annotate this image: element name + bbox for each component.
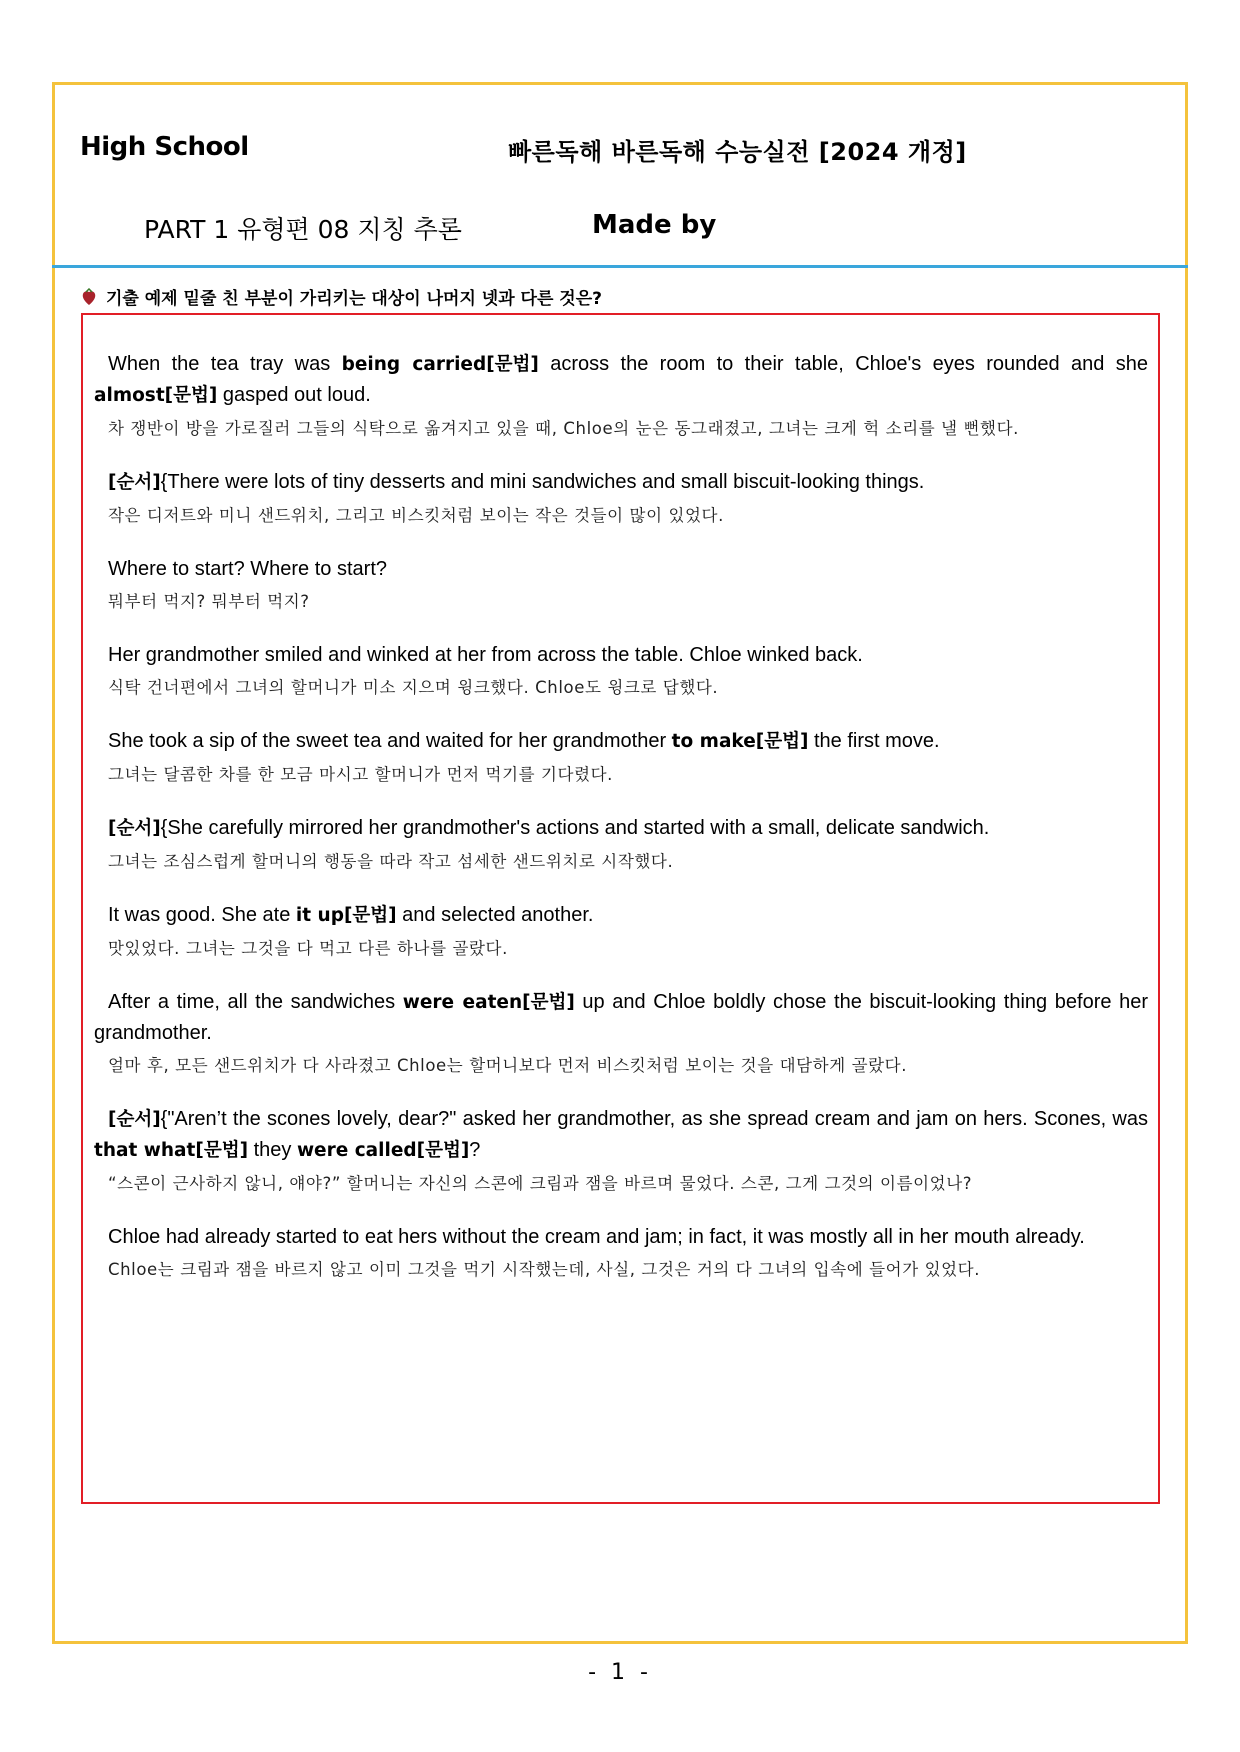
sentence-text: up and Chloe boldly chose the biscuit-looking thing before her grandmother.: [94, 991, 1148, 1044]
page-number: - 1 -: [588, 1660, 652, 1685]
korean-translation: 식탁 건너편에서 그녀의 할머니가 미소 지으며 윙크했다. Chloe도 윙크로 답했다.: [108, 678, 719, 697]
passage-paragraph: [94, 349, 1148, 443]
sentence-text: {She carefully mirrored her grandmother's actions and started with a small, delicate sandwich.: [160, 817, 990, 839]
question-heading: [82, 284, 602, 309]
korean-translation: 차 쟁반이 방을 가로질러 그들의 식탁으로 옮겨지고 있을 때, Chloe의 눈은 동그래졌고, 그녀는 크게 헉 소리를 낼 뻔했다.: [108, 419, 1019, 438]
passage-paragraph: [94, 467, 1148, 530]
sentence-text: When the tea tray was: [108, 353, 342, 375]
english-sentence: [94, 349, 1148, 411]
korean-translation: 뭐부터 먹지? 뭐부터 먹지?: [108, 592, 310, 611]
english-sentence: [94, 1104, 1148, 1166]
grammar-marker: [순서]: [108, 472, 161, 493]
sentence-text: After a time, all the sandwiches: [108, 991, 403, 1013]
sentence-text: Where to start? Where to start?: [108, 558, 387, 580]
english-sentence: [94, 554, 1148, 584]
korean-translation: 맛있었다. 그녀는 그것을 다 먹고 다른 하나를 골랐다.: [108, 939, 508, 958]
sentence-text: {"Aren’t the scones lovely, dear?" asked her grandmother, as she spread cream and jam on hers. Scones, was: [160, 1108, 1148, 1130]
strawberry-bullet-icon: [82, 288, 96, 306]
korean-translation: 그녀는 달콤한 차를 한 모금 마시고 할머니가 먼저 먹기를 기다렸다.: [108, 765, 614, 784]
sentence-text: ?: [469, 1139, 481, 1161]
passage-paragraph: [94, 900, 1148, 963]
grammar-marker: [순서]: [108, 1109, 161, 1130]
english-sentence: [94, 900, 1148, 931]
sentence-text: they: [248, 1139, 297, 1161]
passage-paragraph: [94, 1104, 1148, 1198]
sentence-text: It was good. She ate: [108, 904, 296, 926]
korean-translation: 얼마 후, 모든 샌드위치가 다 사라졌고 Chloe는 할머니보다 먼저 비스킷처럼 보이는 것을 대담하게 골랐다.: [108, 1056, 908, 1075]
passage-box: [81, 313, 1160, 1504]
sentence-text: across the room to their table, Chloe's eyes rounded and she: [538, 353, 1149, 375]
book-title: 빠른독해 바른독해 수능실전 [2024 개정]: [508, 138, 967, 166]
sentence-text: She took a sip of the sweet tea and waited for her grandmother: [108, 730, 672, 752]
passage-paragraph: [94, 640, 1148, 702]
sentence-text: {There were lots of tiny desserts and mini sandwiches and small biscuit-looking things.: [160, 471, 925, 493]
sentence-text: gasped out loud.: [217, 384, 371, 406]
korean-translation: 작은 디저트와 미니 샌드위치, 그리고 비스킷처럼 보이는 작은 것들이 많이 있었다.: [108, 506, 724, 525]
school-level: High School: [80, 132, 249, 162]
korean-translation: 그녀는 조심스럽게 할머니의 행동을 따라 작고 섬세한 샌드위치로 시작했다.: [108, 852, 674, 871]
grammar-marker: were eaten[문법]: [402, 992, 575, 1013]
passage-paragraph: [94, 554, 1148, 616]
grammar-marker: were called[문법]: [296, 1140, 470, 1161]
sentence-text: Her grandmother smiled and winked at her from across the table. Chloe winked back.: [108, 644, 863, 666]
english-sentence: [94, 987, 1148, 1048]
grammar-marker: that what[문법]: [94, 1140, 249, 1161]
grammar-marker: almost[문법]: [94, 385, 218, 406]
grammar-marker: being carried[문법]: [341, 354, 539, 375]
passage-paragraph: [94, 987, 1148, 1080]
english-sentence: [94, 640, 1148, 670]
passage-paragraph: [94, 813, 1148, 876]
english-sentence: [94, 1222, 1148, 1252]
english-sentence: [94, 813, 1148, 844]
korean-translation: Chloe는 크림과 잼을 바르지 않고 이미 그것을 먹기 시작했는데, 사실, 그것은 거의 다 그녀의 입속에 들어가 있었다.: [108, 1260, 981, 1279]
grammar-marker: [순서]: [108, 818, 161, 839]
sentence-text: the first move.: [808, 730, 940, 752]
grammar-marker: to make[문법]: [671, 731, 809, 752]
korean-translation: “스콘이 근사하지 않니, 얘야?” 할머니는 자신의 스콘에 크림과 잼을 바르며 물었다. 스콘, 그게 그것의 이름이었나?: [108, 1174, 973, 1193]
part-title: PART 1 유형편 08 지칭 추론: [144, 215, 462, 244]
passage-paragraph: [94, 726, 1148, 789]
english-sentence: [94, 467, 1148, 498]
sentence-text: Chloe had already started to eat hers without the cream and jam; in fact, it was mostly all in her mouth already.: [108, 1226, 1085, 1248]
sentence-text: and selected another.: [396, 904, 594, 926]
made-by-label: Made by: [592, 210, 717, 240]
header-divider: [52, 265, 1188, 268]
passage-paragraph: [94, 1222, 1148, 1284]
question-text: 기출 예제 밑줄 친 부분이 가리키는 대상이 나머지 넷과 다른 것은?: [106, 289, 603, 309]
grammar-marker: it up[문법]: [295, 905, 397, 926]
english-sentence: [94, 726, 1148, 757]
